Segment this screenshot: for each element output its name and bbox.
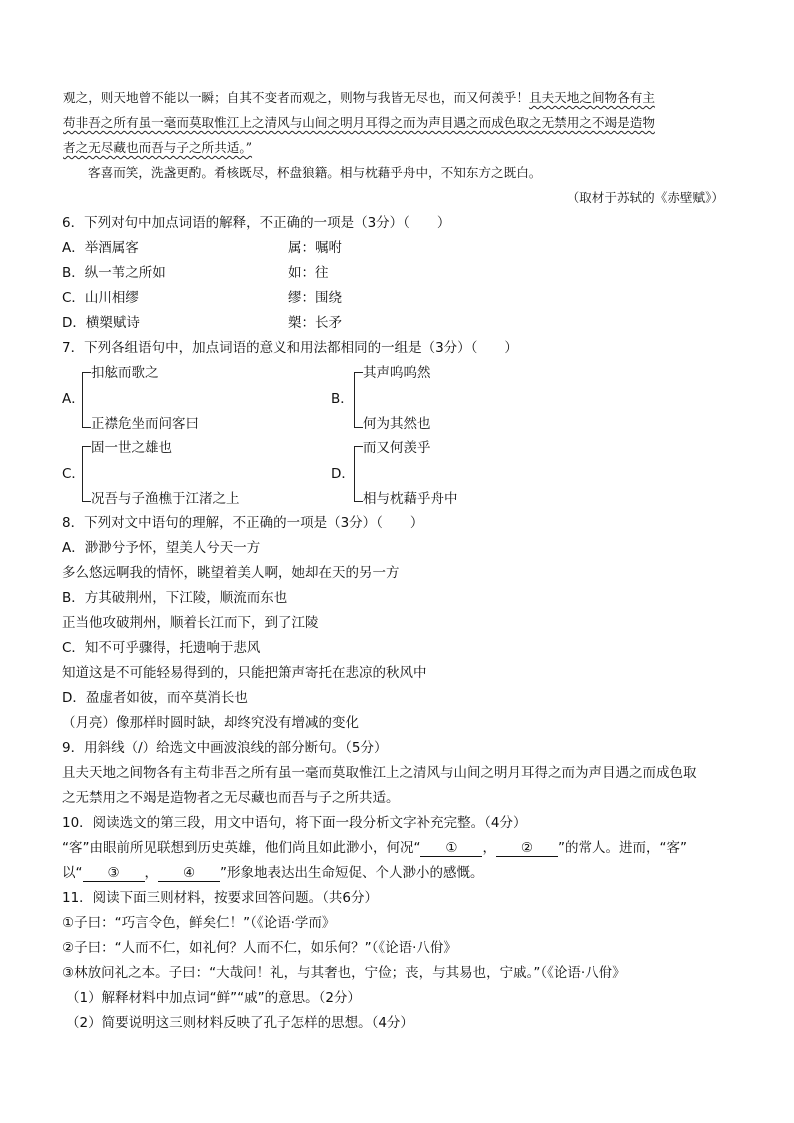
q7-option-d-label: D． <box>331 466 355 482</box>
q8-stem: 8．下列对文中语句的理解，不正确的一项是（3分）（ ） <box>62 515 424 531</box>
q9-text-line-1: 且夫天地之间物各有主苟非吾之所有虽一毫而莫取惟江上之清风与山间之明月耳得之而为声目遇之而成色取 <box>62 765 697 781</box>
answer-blank-4[interactable]: ④ <box>158 865 220 882</box>
q7-d-top: 而又何羡乎 <box>363 440 431 456</box>
q11-subquestion-2: （2）简要说明这三则材料反映了孔子怎样的思想。（4分） <box>66 1015 414 1031</box>
q8-explanation-a: 多么悠远啊我的情怀，眺望着美人啊，她却在天的另一方 <box>62 565 400 581</box>
q8-option-d: D．盈虚者如彼，而卒莫消长也 <box>62 690 248 706</box>
q7-a-bottom: 正襟危坐而问客曰 <box>91 416 199 432</box>
q6-option-b: B．纵一苇之所如 <box>62 265 166 281</box>
q6-gloss-c: 缪：围绕 <box>288 290 342 306</box>
answer-blank-2[interactable]: ② <box>496 840 558 857</box>
q7-brace-a <box>82 372 91 428</box>
q7-option-b-label: B． <box>331 391 354 407</box>
q6-option-a: A．举酒属客 <box>62 240 139 256</box>
q6-gloss-a: 属：嘱咐 <box>288 240 342 256</box>
q7-option-a-label: A． <box>62 391 85 407</box>
q11-material-1: ①子曰：“巧言令色，鲜矣仁！”（《论语·学而》 <box>62 915 336 931</box>
q8-explanation-b: 正当他攻破荆州，顺着长江而下，到了江陵 <box>62 615 319 631</box>
answer-blank-3[interactable]: ③ <box>83 865 145 882</box>
q10-line-1: “客”由眼前所见联想到历史英雄，他们尚且如此渺小，何况“ ① ， ② ”的常人。进而，“客” <box>62 840 687 856</box>
passage-line-3: 者之无尽藏也而吾与子之所共适。” <box>63 140 253 155</box>
q7-b-bottom: 何为其然也 <box>363 416 431 432</box>
passage-text: 观之，则天地曾不能以一瞬；自其不变者而观之，则物与我皆无尽也，而又何羡乎！ <box>63 90 529 105</box>
q7-c-top: 固一世之雄也 <box>91 440 172 456</box>
q7-c-bottom: 况吾与子渔樵于江渚之上 <box>91 491 240 507</box>
q6-stem: 6．下列对句中加点词语的解释，不正确的一项是（3分）（ ） <box>62 215 451 231</box>
q8-explanation-d: （月亮）像那样时圆时缺，却终究没有增减的变化 <box>62 715 359 731</box>
q9-stem: 9．用斜线（/）给选文中画波浪线的部分断句。（5分） <box>62 740 388 756</box>
q11-material-2: ②子曰：“人而不仁，如礼何？人而不仁，如乐何？”（《论语·八佾》 <box>62 940 457 956</box>
q7-d-bottom: 相与枕藉乎舟中 <box>363 491 458 507</box>
q8-option-a: A．渺渺兮予怀，望美人兮天一方 <box>62 540 261 556</box>
q7-stem: 7．下列各组语句中，加点词语的意义和用法都相同的一组是（3分）（ ） <box>62 340 518 356</box>
q7-b-top: 其声呜呜然 <box>363 365 431 381</box>
passage-line-1 <box>63 88 655 108</box>
wavy-underlined-text: 且夫天地之间物各有主 <box>528 90 655 105</box>
passage-line-4: 客喜而笑，洗盏更酌。肴核既尽，杯盘狼籍。相与枕藉乎舟中，不知东方之既白。 <box>88 165 542 180</box>
q8-option-b: B．方其破荆州，下江陵，顺流而东也 <box>62 590 288 606</box>
q11-stem: 11．阅读下面三则材料，按要求回答问题。（共6分） <box>62 890 379 906</box>
q6-option-d: D．横槊赋诗 <box>62 315 140 331</box>
q7-a-top: 扣舷而歌之 <box>91 365 159 381</box>
q8-explanation-c: 知道这是不可能轻易得到的，只能把箫声寄托在悲凉的秋风中 <box>62 665 427 681</box>
q11-subquestion-1: （1）解释材料中加点词“鲜”“戚”的意思。（2分） <box>66 990 361 1006</box>
q10-stem: 10．阅读选文的第三段，用文中语句，将下面一段分析文字补充完整。（4分） <box>62 815 527 831</box>
passage-source: （取材于苏轼的《赤壁赋》） <box>566 190 724 205</box>
q8-option-c: C．知不可乎骤得，托遗响于悲风 <box>62 640 261 656</box>
q7-brace-d <box>354 446 363 502</box>
q6-gloss-d: 槊：长矛 <box>288 315 342 331</box>
passage-line-2: 苟非吾之所有虽一毫而莫取惟江上之清风与山间之明月耳得之而为声目遇之而成色取之无禁用之不竭是造物 <box>63 115 655 130</box>
q6-option-c: C．山川相缪 <box>62 290 139 306</box>
q7-brace-b <box>354 372 363 428</box>
q10-line-2: 以“ ③ ， ④ ”形象地表达出生命短促、个人渺小的感慨。 <box>62 865 484 881</box>
q9-text-line-2: 之无禁用之不竭是造物者之无尽藏也而吾与子之所共适。 <box>62 790 400 806</box>
q7-option-c-label: C． <box>62 466 85 482</box>
q11-material-3: ③林放问礼之本。子曰：“大哉问！礼，与其奢也，宁俭；丧，与其易也，宁戚。”（《论语·八佾》 <box>62 965 626 981</box>
q7-brace-c <box>82 446 91 502</box>
answer-blank-1[interactable]: ① <box>420 840 482 857</box>
q6-gloss-b: 如：往 <box>288 265 329 281</box>
